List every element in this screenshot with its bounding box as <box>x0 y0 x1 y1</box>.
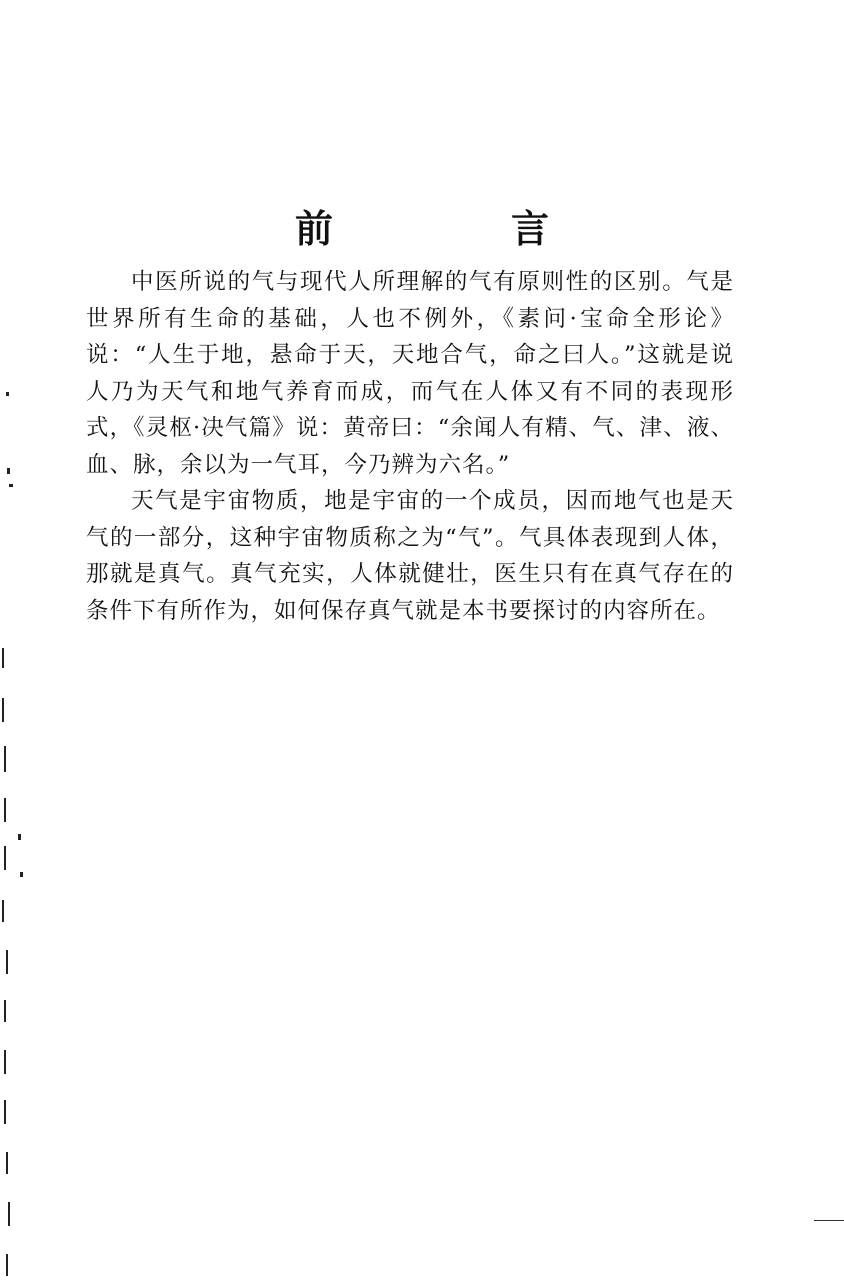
scan-line <box>2 648 4 668</box>
scan-line <box>2 900 4 922</box>
scan-line <box>4 1050 6 1074</box>
scan-line <box>4 1000 6 1022</box>
scan-speck <box>9 484 13 487</box>
scan-line <box>2 698 4 722</box>
scan-line <box>4 798 6 822</box>
scan-line <box>4 1100 6 1124</box>
scan-speck <box>20 872 23 877</box>
paragraph: 中医所说的气与现代人所理解的气有原则性的区别。气是世界所有生命的基础，人也不例外，《素问·宝命全形论》说：“人生于地，悬命于天，天地合气，命之曰人。”这就是说人乃为天气和地气养育而成，而气在人体又有不同的表现形式，《灵枢·决气篇》说：黄帝曰：“余闻人有精、气、津、液、血、脉，余以为一气耳，今乃辨为六名。” <box>86 269 734 478</box>
scan-speck <box>7 468 10 474</box>
scan-line <box>6 1152 8 1174</box>
footer-rule <box>814 1220 844 1221</box>
preface-body <box>86 264 734 629</box>
scan-speck <box>6 392 9 396</box>
scan-line <box>6 1254 8 1276</box>
scan-line <box>4 846 6 870</box>
paragraph: 天气是宇宙物质，地是宇宙的一个成员，因而地气也是天气的一部分，这种宇宙物质称之为“气”。气具体表现到人体，那就是真气。真气充实，人体就健壮，医生只有在真气存在的条件下有所作为，如何保存真气就是本书要探讨的内容所在。 <box>86 488 734 624</box>
scan-line <box>8 1202 10 1226</box>
scan-line <box>4 746 6 772</box>
page-title: 前 言 <box>294 206 619 252</box>
scan-speck <box>18 834 21 840</box>
scan-edge-artifacts <box>0 0 40 1284</box>
scan-line <box>6 950 8 974</box>
